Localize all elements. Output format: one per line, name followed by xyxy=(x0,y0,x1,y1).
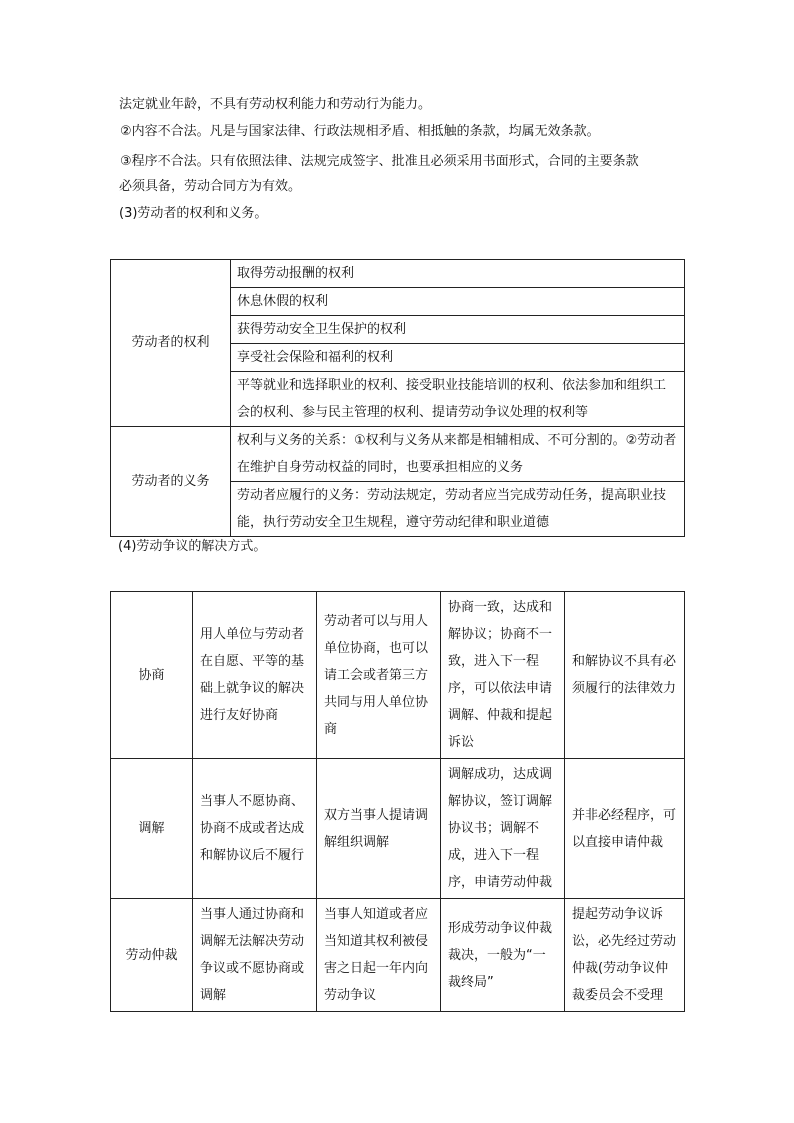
duties-cell: 权利与义务的关系：①权利与义务从来都是相辅相成、不可分割的。②劳动者在维护自身劳动权益的同时，也要承担相应的义务 xyxy=(231,427,685,482)
dispute-resolution-table xyxy=(110,591,685,1012)
rights-cell: 获得劳动安全卫生保护的权利 xyxy=(231,316,685,344)
table-cell: 协商一致，达成和解协议；协商不一致，进入下一程序，可以依法申请调解、仲裁和提起诉讼 xyxy=(441,592,565,759)
rights-duties-table xyxy=(110,259,685,537)
duties-cell: 劳动者应履行的义务：劳动法规定，劳动者应当完成劳动任务，提高职业技能，执行劳动安全卫生规程，遵守劳动纪律和职业道德 xyxy=(231,482,685,537)
table-cell: 提起劳动争议诉讼，必先经过劳动仲裁(劳动争议仲裁委员会不受理 xyxy=(565,899,685,1012)
rights-cell: 平等就业和选择职业的权利、接受职业技能培训的权利、依法参加和组织工会的权利、参与民主管理的权利、提请劳动争议处理的权利等 xyxy=(231,372,685,427)
paragraph-4: 必须具备，劳动合同方为有效。 xyxy=(119,179,302,194)
section-caption-rights: (3)劳动者的权利和义务。 xyxy=(119,206,268,221)
table-row xyxy=(111,260,685,288)
duties-head-cell: 劳动者的义务 xyxy=(111,427,231,537)
table-cell: 双方当事人提请调解组织调解 xyxy=(317,759,441,899)
table-cell: 当事人通过协商和调解无法解决劳动争议或不愿协商或调解 xyxy=(193,899,317,1012)
rights-cell: 享受社会保险和福利的权利 xyxy=(231,344,685,372)
method-cell: 协商 xyxy=(111,592,193,759)
table-row xyxy=(111,759,685,899)
paragraph-1: 法定就业年龄，不具有劳动权利能力和劳动行为能力。 xyxy=(119,97,432,112)
rights-cell: 取得劳动报酬的权利 xyxy=(231,260,685,288)
table-cell: 和解协议不具有必须履行的法律效力 xyxy=(565,592,685,759)
rights-cell: 休息休假的权利 xyxy=(231,288,685,316)
paragraph-3: ③程序不合法。只有依照法律、法规完成签字、批准且必须采用书面形式，合同的主要条款 xyxy=(120,154,639,169)
table-cell: 当事人知道或者应当知道其权利被侵害之日起一年内向劳动争议 xyxy=(317,899,441,1012)
table-cell: 并非必经程序，可以直接申请仲裁 xyxy=(565,759,685,899)
table-cell: 用人单位与劳动者在自愿、平等的基础上就争议的解决进行友好协商 xyxy=(193,592,317,759)
table-cell: 劳动者可以与用人单位协商，也可以请工会或者第三方共同与用人单位协商 xyxy=(317,592,441,759)
paragraph-2: ②内容不合法。凡是与国家法律、行政法规相矛盾、相抵触的条款，均属无效条款。 xyxy=(120,124,600,139)
table-row xyxy=(111,592,685,759)
table-row xyxy=(111,427,685,482)
section-caption-dispute: (4)劳动争议的解决方式。 xyxy=(118,539,267,554)
method-cell: 调解 xyxy=(111,759,193,899)
table-cell: 形成劳动争议仲裁裁决，一般为“一裁终局” xyxy=(441,899,565,1012)
table-cell: 当事人不愿协商、协商不成或者达成和解协议后不履行 xyxy=(193,759,317,899)
table-cell: 调解成功，达成调解协议，签订调解协议书；调解不成，进入下一程序，申请劳动仲裁 xyxy=(441,759,565,899)
rights-head-cell: 劳动者的权利 xyxy=(111,260,231,427)
method-cell: 劳动仲裁 xyxy=(111,899,193,1012)
table-row xyxy=(111,899,685,1012)
